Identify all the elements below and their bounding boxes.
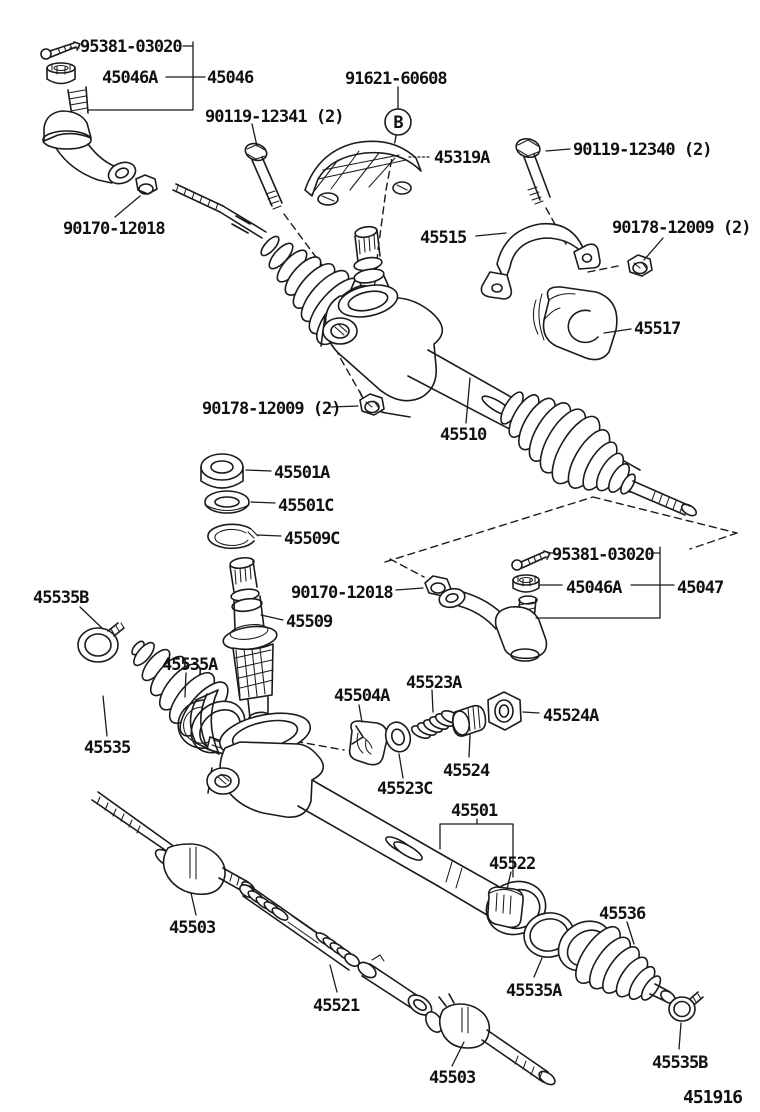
label-nut-12018-top: 90170-12018 [63,219,165,239]
nut-90170-12018-top [136,175,157,194]
castle-nut-icon-top [47,63,75,84]
spacer-45522 [488,887,523,927]
label-45501: 45501 [451,801,498,821]
label-45523c: 45523C [377,779,433,799]
tube-piece [355,955,435,1019]
locknut-45524a [488,692,521,730]
tie-rod-end-left-45046 [43,87,139,188]
label-insulator: 45319A [434,148,490,168]
tie-rod-end-right-45047 [437,586,546,661]
label-45524a: 45524A [543,706,599,726]
label-45535a-left: 45535A [162,655,218,675]
rack-guide-45504a [350,721,388,765]
label-insulator-bolt: 91621-60608 [345,69,447,89]
plug-45524 [451,706,486,737]
view-circle-b [385,87,411,135]
label-45509c: 45509C [284,529,340,549]
label-nut-12009-mid: 90178-12009 (2) [202,399,341,419]
cotter-pin-icon-mid [512,551,550,570]
label-45535: 45535 [84,738,131,758]
label-45521: 45521 [313,996,360,1016]
label-tie-rod-end-left: 45046 [207,68,254,88]
castle-nut-icon-mid [513,575,539,592]
bushing-45517 [533,287,616,360]
pinion-45509 [222,556,279,722]
label-castle-nut-mid: 45046A [566,578,622,598]
label-45535b-left: 45535B [33,588,89,608]
bolt-90119-12341 [243,141,282,209]
label-bracket-45515: 45515 [420,228,467,248]
clamp-45535b-left [78,623,124,662]
label-45510: 45510 [440,425,487,445]
label-cotter-pin-mid: 95381-03020 [552,545,654,565]
seat-45523c [382,719,414,755]
nut-90178-12009-right [628,255,652,276]
label-bushing-45517: 45517 [634,319,681,339]
label-45509: 45509 [286,612,333,632]
label-45501a: 45501A [274,463,330,483]
label-45535b-right: 45535B [652,1053,708,1073]
insulator-45319a [305,141,421,205]
label-45501c: 45501C [278,496,334,516]
label-45523a: 45523A [406,673,462,693]
bolt-90119-12340 [514,136,550,204]
label-45522: 45522 [489,854,536,874]
view-b-letter: B [393,113,403,133]
washer-45501c [205,491,249,513]
rack-45521 [238,882,362,970]
label-castle-nut-top: 45046A [102,68,158,88]
bracket-45515 [481,224,600,299]
label-cotter-pin-top: 95381-03020 [80,37,182,57]
label-45535a-right: 45535A [506,981,562,1001]
label-45503-upper: 45503 [169,918,216,938]
ring-45509c [208,524,258,548]
label-45504a: 45504A [334,686,390,706]
tie-rod-45503-upper [92,792,256,894]
label-bolt-12341: 90119-12341 (2) [205,107,344,127]
label-bolt-12340: 90119-12340 (2) [573,140,712,160]
label-nut-12009-right: 90178-12009 (2) [612,218,751,238]
label-45524: 45524 [443,761,490,781]
bushing-45501a [201,454,243,488]
nut-90178-12009-mid [360,394,384,415]
figure-number: 451916 [683,1087,743,1108]
label-45536: 45536 [599,904,646,924]
cotter-pin-icon-top [41,42,80,59]
part-labels [33,37,751,1108]
label-nut-12018-mid: 90170-12018 [291,583,393,603]
label-45047: 45047 [677,578,724,598]
label-45503-lower: 45503 [429,1068,476,1088]
